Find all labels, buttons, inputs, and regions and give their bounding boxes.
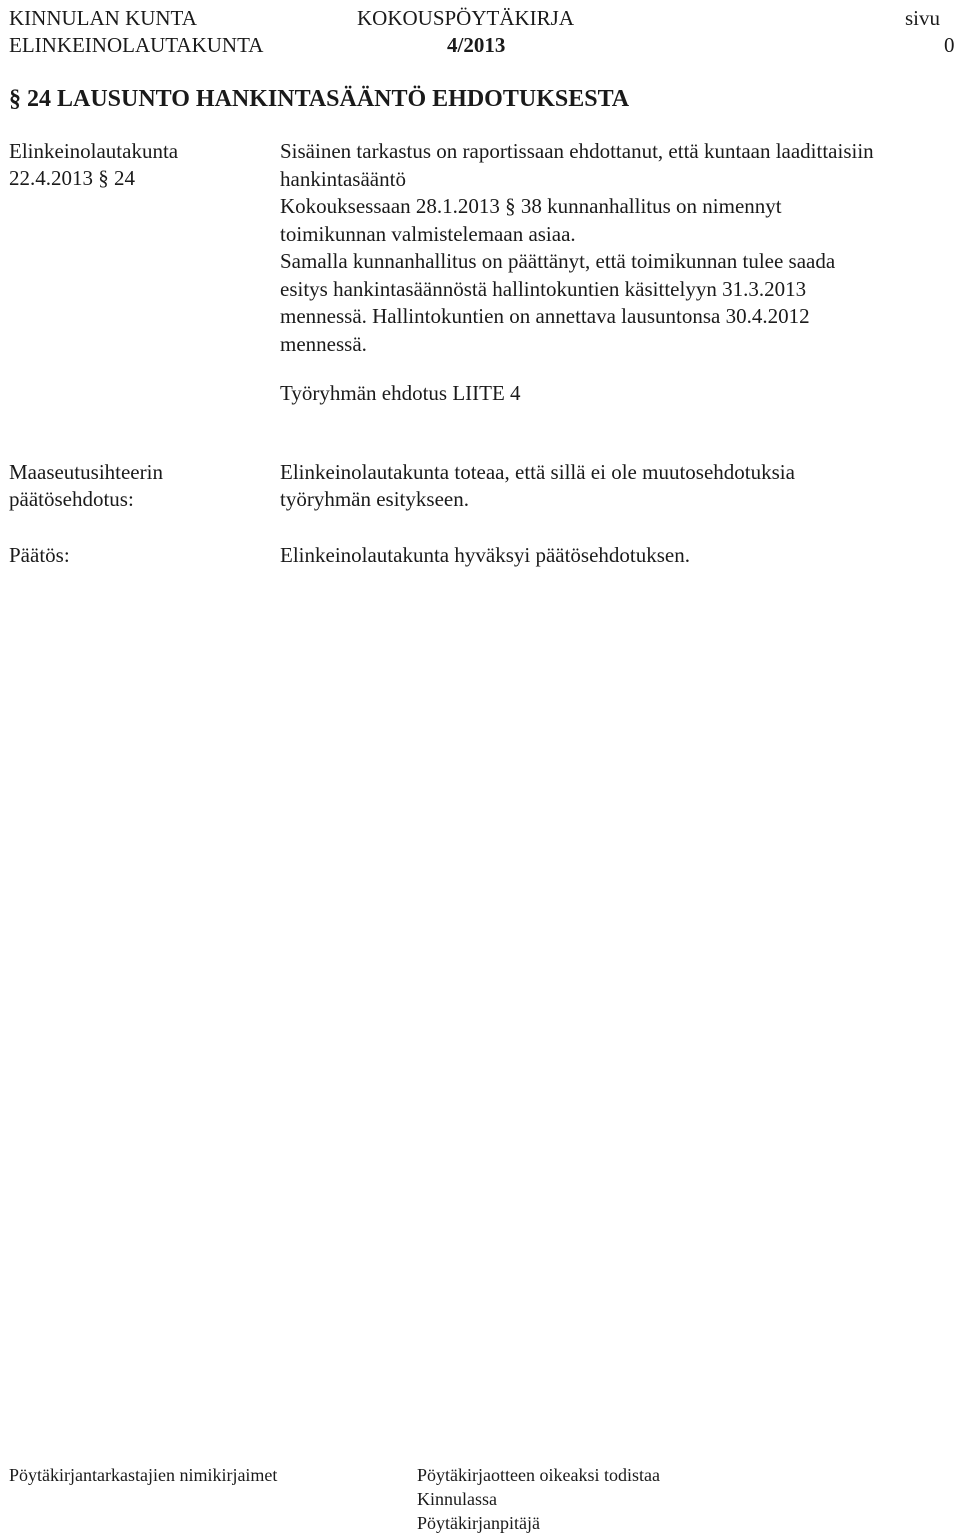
proposal-text-line2: työryhmän esitykseen. (280, 487, 469, 511)
section-title: § 24 LAUSUNTO HANKINTASÄÄNTÖ EHDOTUKSESTA (9, 86, 630, 112)
history-line: toimikunnan valmistelemaan asiaa. (280, 221, 576, 246)
history-line: esitys hankintasäännöstä hallintokuntien käsittelyyn 31.3.2013 (280, 276, 807, 301)
history-text (280, 138, 874, 358)
decision-text: Elinkeinolautakunta hyväksyi päätösehdotuksen. (280, 543, 690, 567)
page-label: sivu (905, 6, 941, 30)
meeting-number: 4/2013 (447, 33, 506, 57)
municipality-name: KINNULAN KUNTA (9, 6, 197, 30)
footer-place: Kinnulassa (417, 1489, 497, 1509)
history-line: hankintasääntö (280, 166, 406, 191)
history-line: mennessä. (280, 331, 367, 356)
attachment-reference: Työryhmän ehdotus LIITE 4 (280, 381, 521, 405)
history-date-ref: 22.4.2013 § 24 (9, 166, 135, 190)
proposal-text-line1: Elinkeinolautakunta toteaa, että sillä ei ole muutosehdotuksia (280, 460, 795, 484)
history-line: Sisäinen tarkastus on raportissaan ehdottanut, että kuntaan laadittaisiin (280, 139, 874, 163)
proposal-label-line1: Maaseutusihteerin (9, 460, 163, 484)
history-line: Kokouksessaan 28.1.2013 § 38 kunnanhallitus on nimennyt (280, 194, 782, 218)
committee-name: ELINKEINOLAUTAKUNTA (9, 33, 264, 57)
footer-secretary: Pöytäkirjanpitäjä (417, 1513, 540, 1533)
history-line: Samalla kunnanhallitus on päättänyt, että toimikunnan tulee saada (280, 249, 836, 273)
decision-label: Päätös: (9, 543, 70, 567)
history-line: mennessä. Hallintokuntien on annettava lausuntonsa 30.4.2012 (280, 304, 810, 328)
proposal-label-line2: päätösehdotus: (9, 487, 134, 511)
footer-certified-by: Pöytäkirjaotteen oikeaksi todistaa (417, 1465, 660, 1485)
history-body: Elinkeinolautakunta (9, 139, 179, 163)
page-number: 0 (944, 33, 955, 57)
footer-checkers-initials: Pöytäkirjantarkastajien nimikirjaimet (9, 1465, 278, 1485)
document-type: KOKOUSPÖYTÄKIRJA (357, 6, 575, 30)
